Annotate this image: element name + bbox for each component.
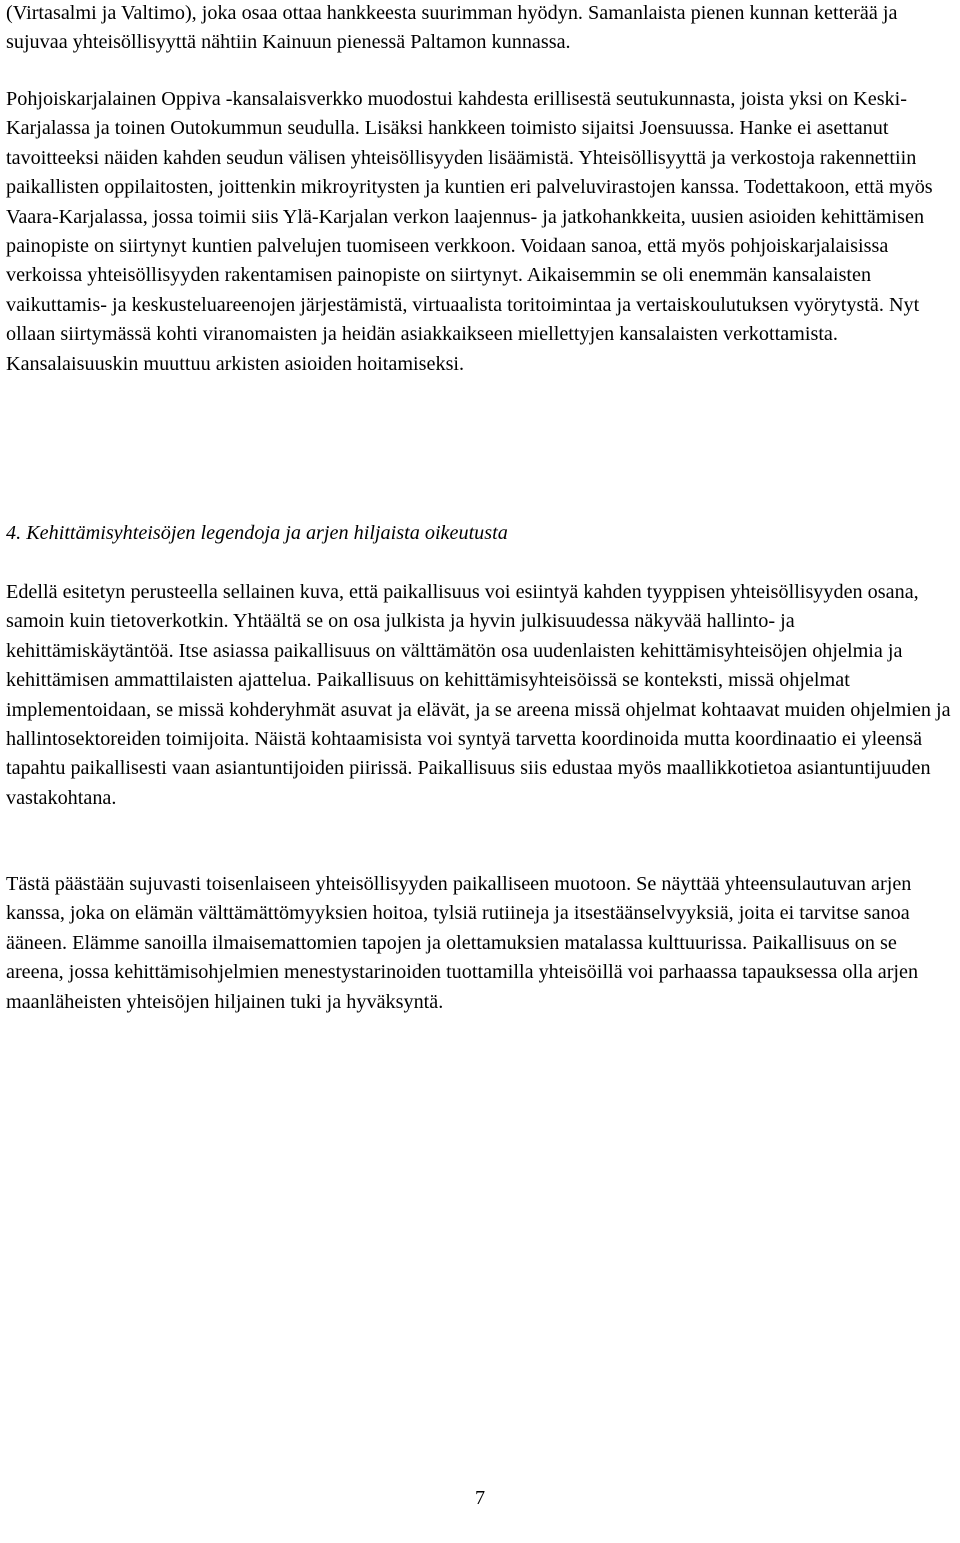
section-heading: 4. Kehittämisyhteisöjen legendoja ja arjen hiljaista oikeutusta bbox=[6, 522, 508, 544]
paragraph-locality-development: Edellä esitetyn perusteella sellainen kuva, että paikallisuus voi esiintyä kahden tyyppisen yhteisöllisyyden osana, samoin kuin tietoverkotkin. Yhtäältä se on osa julkista ja hyvin julkisuudessa näkyvää hallinto- ja kehittämiskäytäntöä. Itse asiassa paikallisuus on välttämätön osa uudenlaisten kehittämisyhteisöjen ohjelmia ja kehittämisen ammattilaisten ajattelua. Paikallisuus on kehittämisyhteisöissä se konteksti, missä ohjelmat implementoidaan, se missä kohderyhmät asuvat ja elävät, ja se areena missä ohjelmat kohtaavat muiden ohjelmien ja hallintosektoreiden toimijoita. Näistä kohtaamisista voi syntyä tarvetta koordinoida mutta koordinaatio ei yleensä tapahtu paikallisesti vaan asiantuntijoiden piirissä. Paikallisuus siis edustaa myös maallikkotietoa asiantuntijuuden vastakohtana. bbox=[6, 581, 951, 809]
page-number: 7 bbox=[474, 1487, 486, 1509]
paragraph-continuation: (Virtasalmi ja Valtimo), joka osaa ottaa hankkeesta suurimman hyödyn. Samanlaista pienen kunnan ketterää ja sujuvaa yhteisöllisyyttä nähtiin Kainuun pienessä Paltamon kunnassa. bbox=[6, 2, 898, 54]
paragraph-oppiva-network: Pohjoiskarjalainen Oppiva -kansalaisverkko muodostui kahdesta erillisestä seutukunnasta, joista yksi on Keski-Karjalassa ja toinen Outokummun seudulla. Lisäksi hankkeen toimisto sijaitsi Joensuussa. Hanke ei asettanut tavoitteeksi näiden kahden seudun välisen yhteisöllisyyden lisäämistä. Yhteisöllisyyttä ja verkostoja rakennettiin paikallisten oppilaitosten, joittenkin mikroyritysten ja kuntien eri palveluvirastojen kanssa. Todettakoon, että myös Vaara-Karjalassa, jossa toimii siis Ylä-Karjalan verkon laajennus- ja jatkohankkeita, uusien asioiden kehittämisen painopiste on siirtynyt kuntien palvelujen tuomiseen verkkoon. Voidaan sanoa, että myös pohjoiskarjalaisissa verkoissa yhteisöllisyyden rakentamisen painopiste on siirtynyt. Aikaisemmin se oli enemmän kansalaisten vaikuttamis- ja keskusteluareenojen järjestämistä, virtuaalista toritoimintaa ja vertaiskoulutuksen vyörytystä. Nyt ollaan siirtymässä kohti viranomaisten ja heidän asiakkaikseen miellettyjen kansalaisten verkottamista. Kansalaisuuskin muuttuu arkisten asioiden hoitamiseksi. bbox=[6, 88, 933, 375]
paragraph-everyday-community: Tästä päästään sujuvasti toisenlaiseen yhteisöllisyyden paikalliseen muotoon. Se näyttää yhteensulautuvan arjen kanssa, joka on elämän välttämättömyyksien hoitoa, tylsiä rutiineja ja itsestäänselvyyksiä, joita ei tarvitse sanoa ääneen. Elämme sanoilla ilmaisemattomien tapojen ja olettamuksien matalassa kulttuurissa. Paikallisuus on se areena, jossa kehittämisohjelmien menestystarinoiden tuottamilla yhteisöillä voi parhaassa tapauksessa olla arjen maanläheisten yhteisöjen hiljainen tuki ja hyväksyntä. bbox=[6, 873, 919, 1013]
